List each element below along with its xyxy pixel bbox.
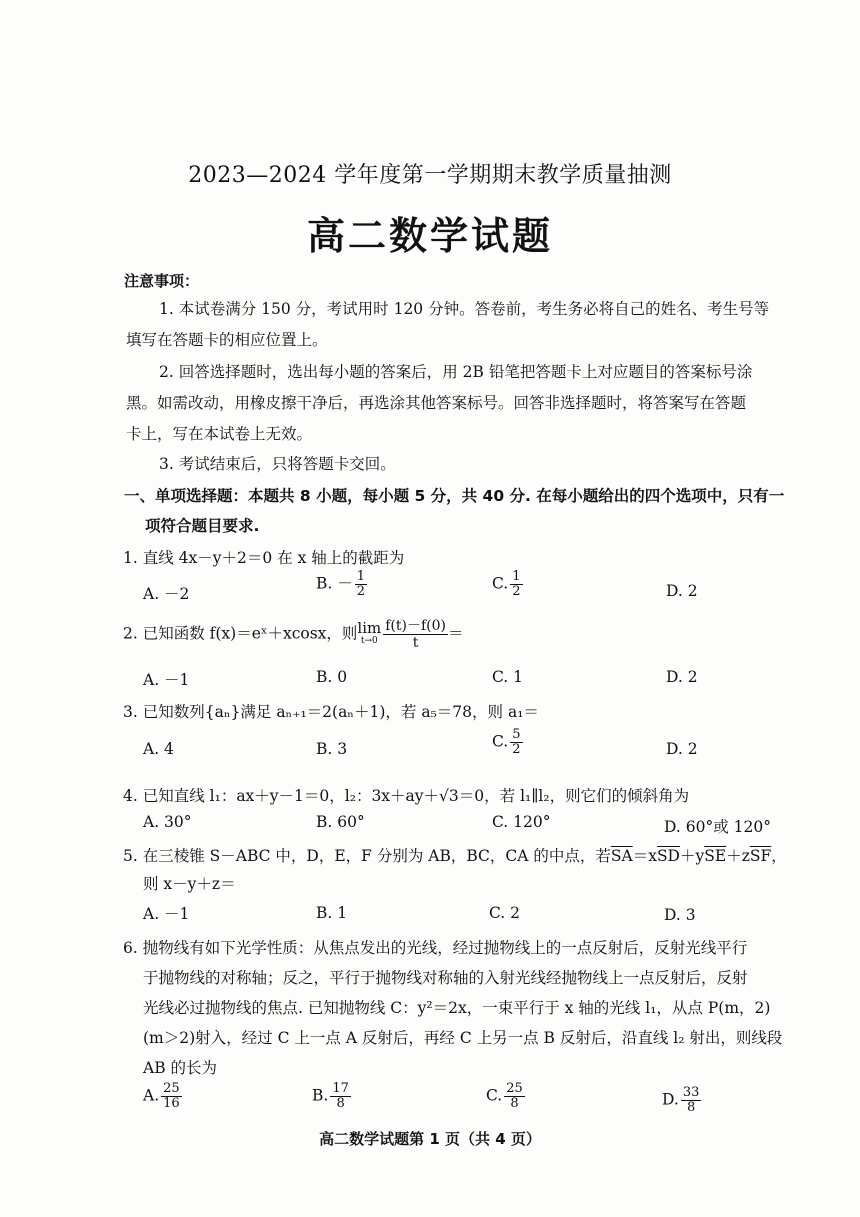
q3-option-a: A. 4 [143, 740, 174, 758]
q6-line1: 6. 抛物线有如下光学性质：从焦点发出的光线，经过抛物线上的一点反射后，反射光线平行 [123, 939, 748, 957]
q6-line2: 于抛物线的对称轴；反之，平行于抛物线对称轴的入射光线经抛物线上一点反射后，反射 [143, 969, 748, 987]
q2-option-d: D. 2 [666, 668, 698, 686]
notice-item2-line2: 黑。如需改动，用橡皮擦干净后，再选涂其他答案标号。回答非选择题时，将答案写在答题 [126, 394, 747, 412]
q5-option-b: B. 1 [316, 904, 348, 922]
q6-option-a: A. $\frac{25}{16}$ [143, 1081, 180, 1111]
q4-option-c: C. 120° [492, 813, 551, 831]
q4-option-b: B. 60° [316, 813, 365, 831]
q6-line4: (m＞2)射入，经过 C 上一点 A 反射后，再经 C 上另一点 B 反射后，沿直线 l₂ 射出，则线段 [143, 1029, 783, 1047]
q6-line5: AB 的长为 [143, 1059, 218, 1077]
q2-stem: 2. 已知函数 f(x)＝eˣ＋xcosx，则 lim t→0 $\frac{f(t)-f(0)}{t}$ ＝ [123, 618, 464, 651]
q5-option-a: A. －1 [143, 905, 190, 923]
notice-item3: 3. 考试结束后，只将答题卡交回。 [159, 455, 396, 473]
q4-stem: 4. 已知直线 l₁：ax＋y－1＝0，l₂：3x＋ay＋√3＝0，若 l₁∥l₂，则它们的倾斜角为 [123, 787, 690, 805]
q5-option-d: D. 3 [664, 906, 696, 924]
q1-option-d: D. 2 [666, 582, 698, 600]
q3-option-b: B. 3 [316, 740, 348, 758]
q3-stem: 3. 已知数列{aₙ}满足 aₙ₊₁＝2(aₙ＋1)，若 a₅＝78，则 a₁＝ [123, 703, 539, 721]
q2-option-c: C. 1 [492, 668, 524, 686]
q3-option-d: D. 2 [666, 740, 698, 758]
q1-option-c: C. $\frac{1}{2}$ [492, 569, 521, 599]
q6-option-d: D. $\frac{33}{8}$ [662, 1085, 700, 1115]
q5-stem: 5. 在三棱锥 S－ABC 中，D，E，F 分别为 AB，BC，CA 的中点，若$\overline{SA}=x\overline{SD}+y\overline{SE}+z\overline{SF}$， [123, 847, 787, 865]
q1-stem: 1. 直线 4x－y＋2＝0 在 x 轴上的截距为 [123, 549, 405, 567]
notice-item1-line1: 1. 本试卷满分 150 分，考试用时 120 分钟。答卷前，考生务必将自己的姓名、考生号等 [159, 300, 770, 318]
q6-option-b: B. $\frac{17}{8}$ [312, 1081, 349, 1111]
q4-option-d: D. 60°或 120° [664, 818, 771, 836]
exam-title: 高二数学试题 [306, 214, 553, 258]
page-footer: 高二数学试题第 1 页（共 4 页） [319, 1130, 541, 1148]
notice-item1-line2: 填写在答题卡的相应位置上。 [126, 331, 328, 349]
notice-item2-line3: 卡上，写在本试卷上无效。 [126, 425, 313, 443]
q1-option-b: B. － $\frac{1}{2}$ [316, 569, 366, 599]
q5-stem-line2: 则 x－y＋z＝ [143, 875, 236, 893]
q4-option-a: A. 30° [143, 813, 192, 831]
q6-option-c: C. $\frac{25}{8}$ [486, 1081, 523, 1111]
q2-option-b: B. 0 [316, 668, 348, 686]
exam-subtitle: 2023—2024 学年度第一学期期末教学质量抽测 [188, 163, 672, 188]
q5-option-c: C. 2 [489, 904, 521, 922]
notice-heading: 注意事项： [124, 272, 200, 290]
q2-option-a: A. －1 [143, 671, 190, 689]
q6-line3: 光线必过抛物线的焦点. 已知抛物线 C：y²＝2x，一束平行于 x 轴的光线 l₁，从点 P(m，2) [143, 999, 771, 1017]
section1-heading-line2: 项符合题目要求. [145, 517, 260, 535]
section1-heading-line1: 一、单项选择题：本题共 8 小题，每小题 5 分，共 40 分. 在每小题给出的四个选项中，只有一 [124, 487, 785, 505]
q3-option-c: C. $\frac{5}{2}$ [492, 727, 521, 757]
notice-item2-line1: 2. 回答选择题时，选出每小题的答案后，用 2B 铅笔把答题卡上对应题目的答案标号涂 [159, 363, 753, 381]
q1-option-a: A. －2 [143, 585, 190, 603]
